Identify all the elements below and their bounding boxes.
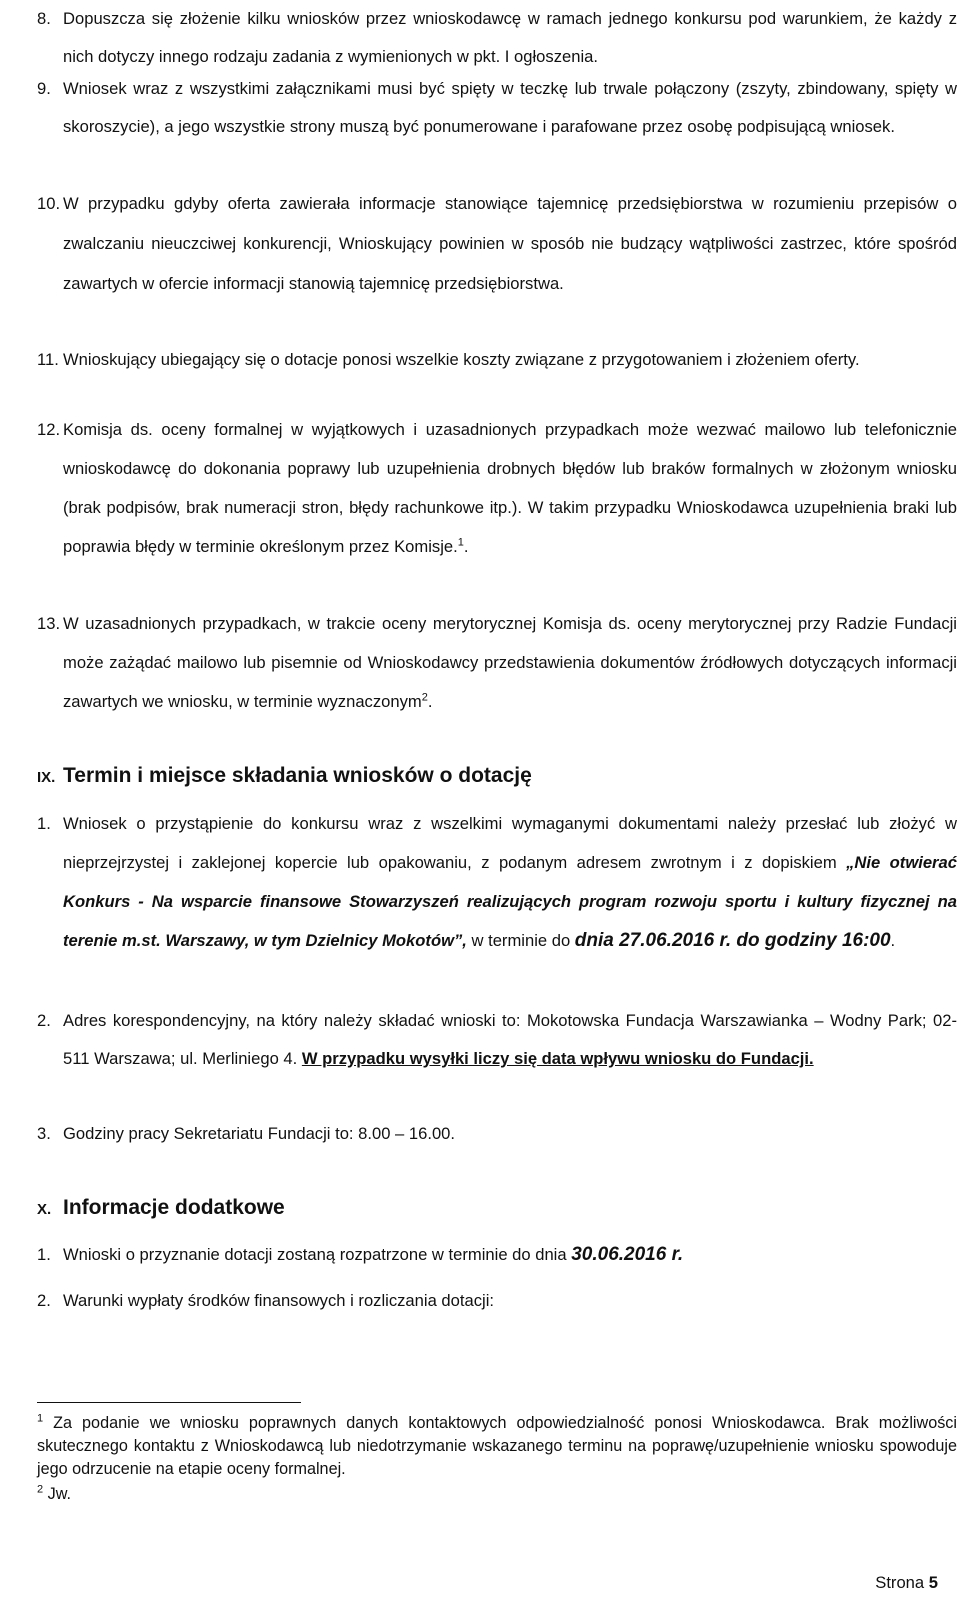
list-item [37, 1002, 957, 1078]
list-item [37, 340, 957, 379]
item-text: Wniosek wraz z wszystkimi załącznikami musi być spięty w teczkę lub trwale połączony (zszyty, zbindowany, spięty w skoroszycie), a jego wszystkie strony muszą być ponumerowane i parafowane przez osobę podpisującą wniosek. [63, 79, 957, 136]
item-text: Komisja ds. oceny formalnej w wyjątkowych i uzasadnionych przypadkach może wezwać mailowo lub telefonicznie wnioskodawcę do dokonania poprawy lub uzupełnienia drobnych błędów lub braków formalnych w złożonym wniosku (brak podpisów, brak numeracji stron, błędy rachunkowe itp.). W takim przypadku Wnioskodawca uzupełnienia braki lub poprawia błędy w terminie określonym przez Komisje.$^1$. [63, 420, 957, 556]
section-title: Informacje dodatkowe [63, 1196, 285, 1219]
item-number: 8. [37, 9, 51, 28]
item-number: 9. [37, 79, 51, 98]
footnote-text: Jw. [43, 1485, 72, 1503]
item-text: Wnioski o przyznanie dotacji zostaną rozpatrzone w terminie do dnia 30.06.2016 r. [63, 1244, 684, 1265]
footnote-ref: 1 [457, 536, 464, 549]
footnote-mark: 2 [37, 1483, 44, 1496]
item-text: Wniosek o przystąpienie do konkursu wraz z wszelkimi wymaganymi dokumentami należy przesłać lub złożyć w nieprzejrzystej i zaklejonej kopercie lub opakowaniu, z podanym adresem zwrotnym i z dopiskiem „Nie otwierać Konkurs - Na wsparcie finansowe Stowarzyszeń realizujących program rozwoju sportu i kultury fizycznej na terenie m.st. Warszawy, w tym Dzielnicy Mokotów”, w terminie do dnia 27.06.2016 r. do godziny 16:00. [63, 814, 957, 951]
section-number: IX. [37, 769, 56, 786]
item-number: 10. [37, 194, 61, 213]
item-text: Warunki wypłaty środków finansowych i rozliczania dotacji: [63, 1291, 494, 1310]
item-text: Godziny pracy Sekretariatu Fundacji to: 8.00 – 16.00. [63, 1124, 456, 1143]
list-item [37, 1115, 957, 1153]
item-text: Adres korespondencyjny, na który należy składać wnioski to: Mokotowska Fundacja Warszawianka – Wodny Park; 02-511 Warszawa; ul. Merliniego 4. W przypadku wysyłki liczy się data wpływu wniosku do Fundacji. [63, 1011, 957, 1068]
item-text: Dopuszcza się złożenie kilku wniosków przez wnioskodawcę w ramach jednego konkursu pod warunkiem, że każdy z nich dotyczy innego rodzaju zadania z wymienionych w pkt. I ogłoszenia. [63, 9, 957, 66]
deadline: dnia 27.06.2016 r. do godziny 16:00 [574, 930, 891, 951]
list-item [37, 70, 957, 146]
list-item [37, 184, 957, 304]
list-item [37, 604, 957, 721]
footnote-mark: 1 [37, 1412, 44, 1425]
receipt-date-note: W przypadku wysyłki liczy się data wpływu wniosku do Fundacji. [301, 1049, 814, 1068]
section-title: Termin i miejsce składania wniosków o dotację [63, 764, 532, 787]
page-number: Strona 5 [875, 1573, 938, 1592]
item-number: 2. [37, 1011, 51, 1030]
list-item [37, 1282, 957, 1320]
footnote-separator [37, 1402, 301, 1403]
decision-date: 30.06.2016 r. [571, 1244, 684, 1265]
item-number: 3. [37, 1124, 51, 1143]
item-number: 13. [37, 614, 61, 633]
item-text: W uzasadnionych przypadkach, w trakcie oceny merytorycznej Komisja ds. oceny merytorycznej przy Radzie Fundacji może zażądać mailowo lub pisemnie od Wnioskodawcy przedstawienia dokumentów źródłowych dotyczących informacji zawartych we wniosku, w terminie wyznaczonym$^2$. [63, 614, 957, 711]
item-text: Wnioskujący ubiegający się o dotacje ponosi wszelkie koszty związane z przygotowaniem i złożeniem oferty. [63, 350, 860, 369]
section-heading-ix [37, 764, 532, 788]
item-number: 2. [37, 1291, 51, 1310]
section-number: X. [37, 1201, 52, 1218]
list-item [37, 1236, 957, 1274]
footnote-text: Za podanie we wniosku poprawnych danych kontaktowych odpowiedzialność ponosi Wnioskodawca. Brak możliwości skutecznego kontaktu z Wnioskodawcą lub niedotrzymanie wskazanego terminu na poprawę/uzupełnienie wniosku spowoduje jego odrzucenie na etapie oceny formalnej. [37, 1414, 957, 1478]
item-number: 1. [37, 814, 51, 833]
footnote [37, 1483, 957, 1506]
list-item [37, 410, 957, 566]
footnote-ref: 2 [421, 691, 428, 704]
footnote [37, 1412, 957, 1481]
item-number: 1. [37, 1245, 51, 1264]
item-text: W przypadku gdyby oferta zawierała informacje stanowiące tajemnicę przedsiębiorstwa w rozumieniu przepisów o zwalczaniu nieuczciwej konkurencji, Wnioskujący powinien w sposób nie budzący wątpliwości zastrzec, które spośród zawartych w ofercie informacji stanowią tajemnicę przedsiębiorstwa. [63, 194, 957, 293]
envelope-inscription: „Nie otwierać Konkurs - Na wsparcie finansowe Stowarzyszeń realizujących program rozwoju sportu i kultury fizycznej na terenie m.st. Warszawy, w tym Dzielnicy Mokotów”, [63, 853, 957, 950]
list-item [37, 0, 957, 76]
item-number: 12. [37, 420, 61, 439]
section-heading-x [37, 1196, 285, 1220]
item-number: 11. [37, 350, 59, 369]
list-item [37, 804, 957, 960]
